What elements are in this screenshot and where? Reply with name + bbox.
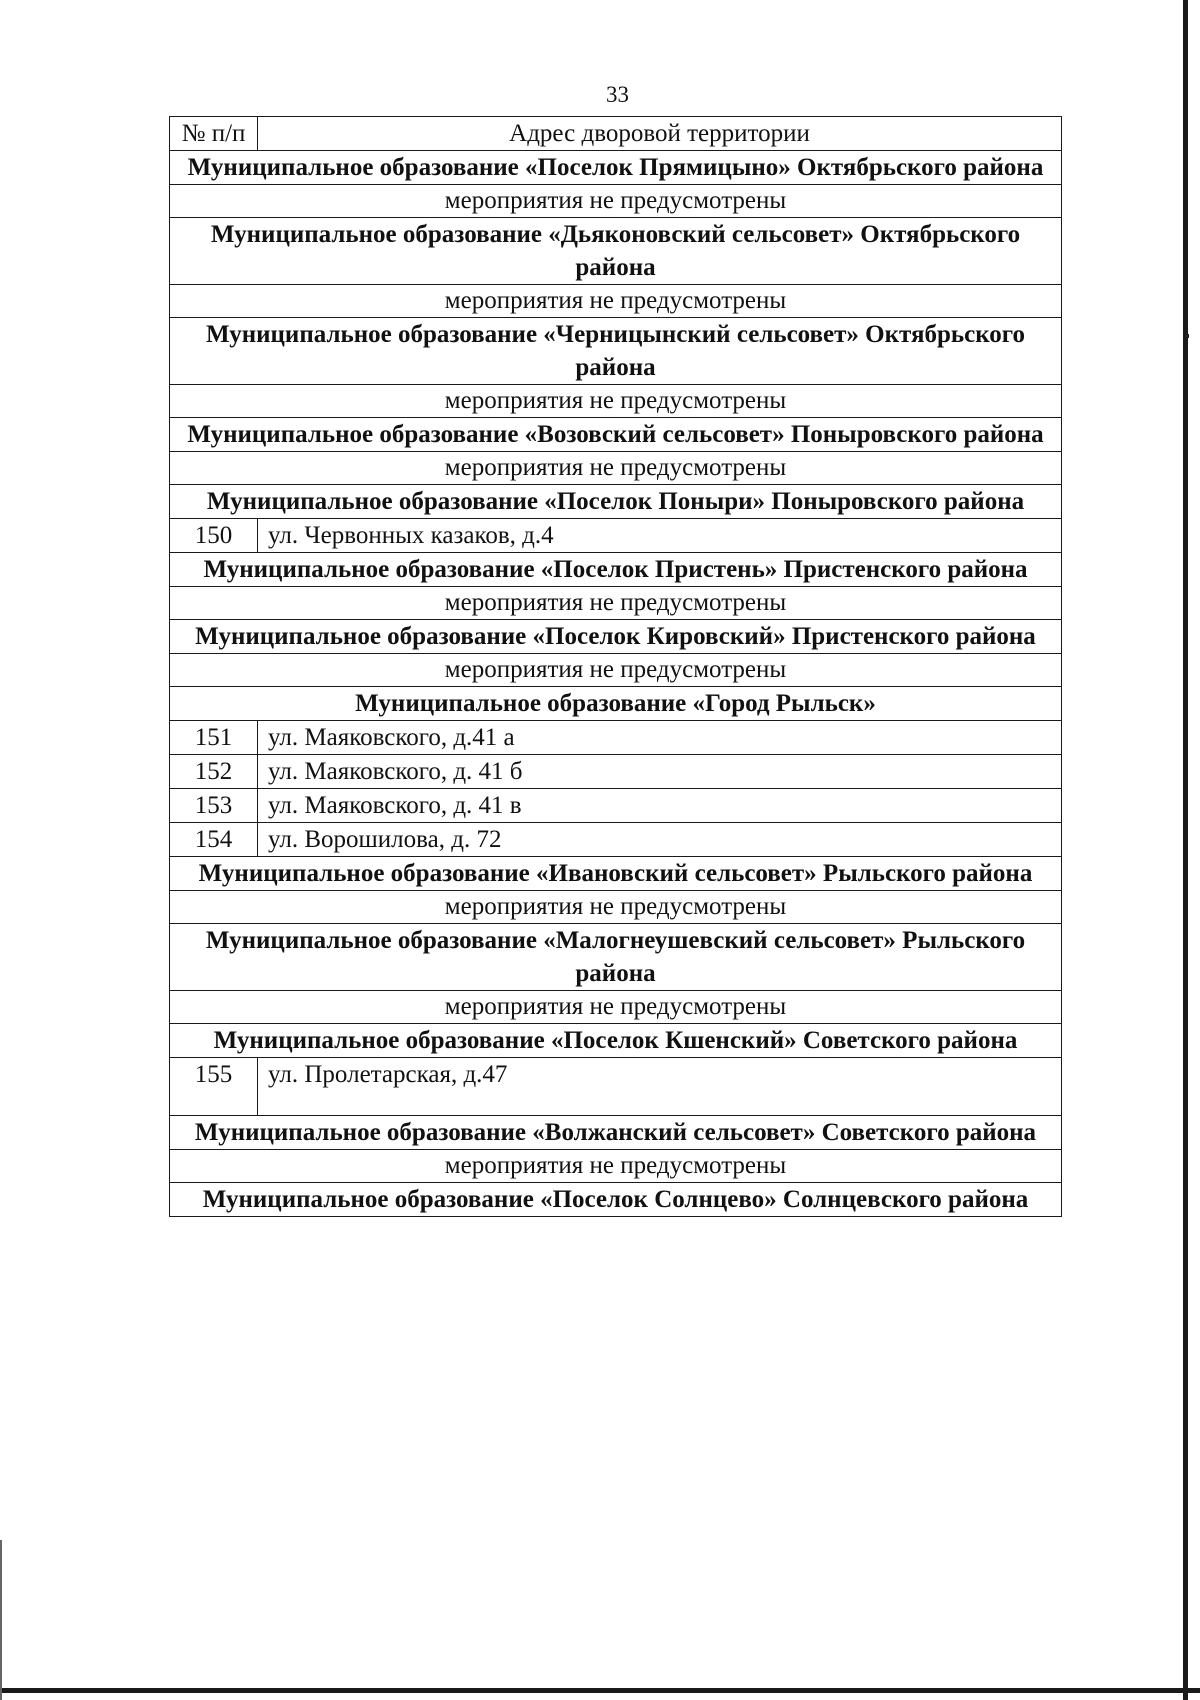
table-row-municipality	[170, 553, 1062, 587]
row-number: 154	[170, 823, 258, 857]
no-measures-note: мероприятия не предусмотрены	[170, 654, 1062, 687]
table-row-municipality	[170, 1116, 1062, 1150]
table-row-municipality	[170, 151, 1062, 185]
municipality-heading: Муниципальное образование «Поселок Пристень» Пристенского района	[170, 553, 1062, 587]
header-number: № п/п	[170, 117, 258, 151]
table-row-address	[170, 721, 1062, 755]
municipality-heading: Муниципальное образование «Поселок Прямицыно» Октябрьского района	[170, 151, 1062, 185]
table-row-municipality	[170, 418, 1062, 452]
no-measures-note: мероприятия не предусмотрены	[170, 452, 1062, 485]
table-row-address	[170, 1058, 1062, 1116]
row-address: ул. Маяковского, д. 41 в	[258, 789, 1062, 823]
row-address: ул. Червонных казаков, д.4	[258, 519, 1062, 553]
table-row-note	[170, 185, 1062, 218]
table-row-municipality	[170, 924, 1062, 991]
municipality-heading: Муниципальное образование «Поселок Поныри» Поныровского района	[170, 485, 1062, 519]
row-address: ул. Ворошилова, д. 72	[258, 823, 1062, 857]
header-address: Адрес дворовой территории	[258, 117, 1062, 151]
table-row-note	[170, 891, 1062, 924]
page-number: 33	[606, 82, 629, 107]
table-row-address	[170, 755, 1062, 789]
no-measures-note: мероприятия не предусмотрены	[170, 1150, 1062, 1183]
municipality-heading: Муниципальное образование «Волжанский сельсовет» Советского района	[170, 1116, 1062, 1150]
address-table-body	[170, 117, 1062, 1217]
table-row-address	[170, 519, 1062, 553]
no-measures-note: мероприятия не предусмотрены	[170, 285, 1062, 318]
no-measures-note: мероприятия не предусмотрены	[170, 891, 1062, 924]
table-row-note	[170, 1150, 1062, 1183]
row-number: 152	[170, 755, 258, 789]
row-number: 153	[170, 789, 258, 823]
table-row-note	[170, 587, 1062, 620]
no-measures-note: мероприятия не предусмотрены	[170, 991, 1062, 1024]
row-address: ул. Маяковского, д.41 а	[258, 721, 1062, 755]
scan-speck	[1186, 334, 1189, 338]
table-row-note	[170, 385, 1062, 418]
table-row-municipality	[170, 687, 1062, 721]
table-row-municipality	[170, 857, 1062, 891]
municipality-heading: Муниципальное образование «Черницынский сельсовет» Октябрьского района	[170, 318, 1062, 385]
municipality-heading: Муниципальное образование «Ивановский сельсовет» Рыльского района	[170, 857, 1062, 891]
table-row-note	[170, 991, 1062, 1024]
row-number: 150	[170, 519, 258, 553]
row-address: ул. Маяковского, д. 41 б	[258, 755, 1062, 789]
municipality-heading: Муниципальное образование «Поселок Кшенский» Советского района	[170, 1024, 1062, 1058]
table-row-municipality	[170, 1183, 1062, 1217]
municipality-heading: Муниципальное образование «Город Рыльск»	[170, 687, 1062, 721]
table-row-municipality	[170, 1024, 1062, 1058]
scan-border-left	[0, 1540, 2, 1700]
no-measures-note: мероприятия не предусмотрены	[170, 385, 1062, 418]
row-number: 151	[170, 721, 258, 755]
no-measures-note: мероприятия не предусмотрены	[170, 185, 1062, 218]
address-table	[169, 116, 1062, 1217]
municipality-heading: Муниципальное образование «Дьяконовский сельсовет» Октябрьского района	[170, 218, 1062, 285]
table-row-municipality	[170, 218, 1062, 285]
table-row-municipality	[170, 318, 1062, 385]
table-row-address	[170, 823, 1062, 857]
scan-border-right	[1183, 0, 1188, 1700]
table-row-municipality	[170, 620, 1062, 654]
table-row-note	[170, 654, 1062, 687]
municipality-heading: Муниципальное образование «Возовский сельсовет» Поныровского района	[170, 418, 1062, 452]
table-row-note	[170, 285, 1062, 318]
table-header-row	[170, 117, 1062, 151]
row-address: ул. Пролетарская, д.47	[258, 1058, 1062, 1116]
table-row-address	[170, 789, 1062, 823]
no-measures-note: мероприятия не предусмотрены	[170, 587, 1062, 620]
scan-border-bottom	[0, 1688, 1200, 1693]
municipality-heading: Муниципальное образование «Поселок Солнцево» Солнцевского района	[170, 1183, 1062, 1217]
table-row-municipality	[170, 485, 1062, 519]
municipality-heading: Муниципальное образование «Малогнеушевский сельсовет» Рыльского района	[170, 924, 1062, 991]
municipality-heading: Муниципальное образование «Поселок Кировский» Пристенского района	[170, 620, 1062, 654]
table-row-note	[170, 452, 1062, 485]
row-number: 155	[170, 1058, 258, 1116]
